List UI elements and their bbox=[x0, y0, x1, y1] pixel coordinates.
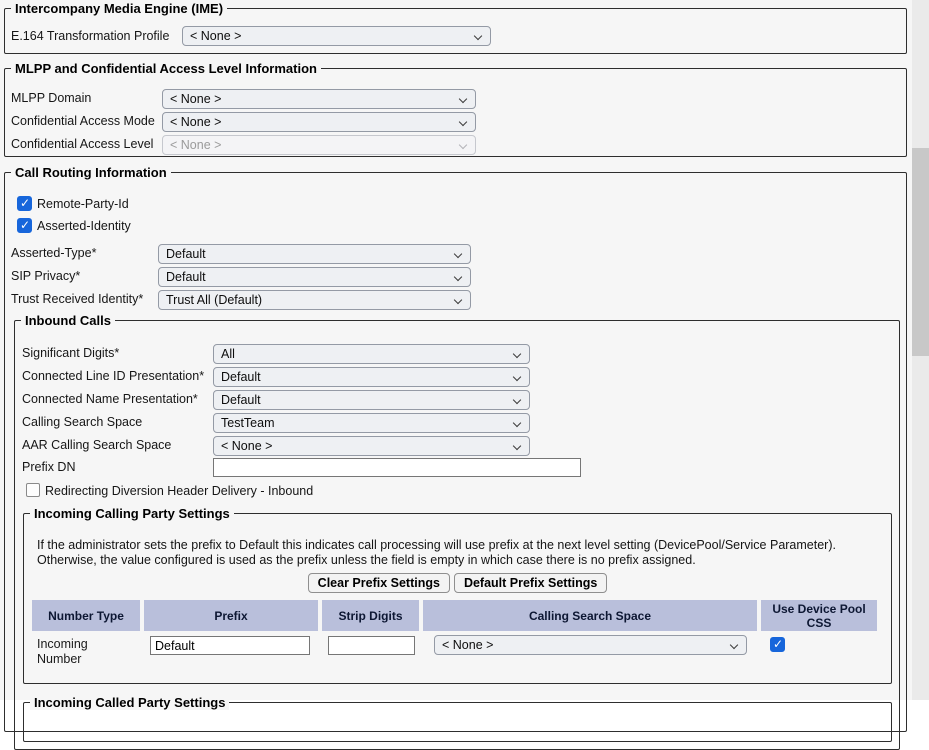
section-incoming-calling-party-settings bbox=[23, 506, 892, 684]
significant-digits-select[interactable] bbox=[213, 344, 530, 364]
trust-received-identity-select[interactable] bbox=[158, 290, 471, 310]
trust-received-identity-label: Trust Received Identity* bbox=[11, 292, 144, 306]
prefix-dn-input[interactable] bbox=[213, 458, 581, 477]
strip-digits-input[interactable] bbox=[328, 636, 415, 655]
chevron-down-icon bbox=[730, 641, 738, 649]
vertical-scrollbar-track[interactable] bbox=[912, 0, 929, 700]
connected-name-presentation-label: Connected Name Presentation* bbox=[22, 392, 198, 406]
confidential-access-level-select bbox=[162, 135, 476, 155]
mlpp-domain-label: MLPP Domain bbox=[11, 91, 92, 105]
prefix-buttons-row bbox=[24, 573, 891, 593]
calling-search-space-select[interactable] bbox=[213, 413, 530, 433]
connected-line-id-presentation-select[interactable] bbox=[213, 367, 530, 387]
connected-name-presentation-select[interactable] bbox=[213, 390, 530, 410]
select-value: Default bbox=[221, 393, 261, 407]
select-value: All bbox=[221, 347, 235, 361]
remote-party-id-checkbox[interactable] bbox=[17, 196, 32, 211]
select-value: < None > bbox=[190, 29, 242, 43]
chevron-down-icon bbox=[454, 273, 462, 281]
asserted-identity-label: Asserted-Identity bbox=[37, 219, 131, 233]
select-value: Trust All (Default) bbox=[166, 293, 263, 307]
aar-calling-search-space-label: AAR Calling Search Space bbox=[22, 438, 172, 452]
chevron-down-icon bbox=[513, 373, 521, 381]
redirecting-diversion-header-label: Redirecting Diversion Header Delivery - Inbound bbox=[45, 484, 314, 498]
sip-privacy-select[interactable] bbox=[158, 267, 471, 287]
select-value: < None > bbox=[221, 439, 273, 453]
chevron-down-icon bbox=[474, 32, 482, 40]
redirecting-diversion-header-checkbox[interactable] bbox=[26, 483, 40, 497]
confidential-access-mode-select[interactable] bbox=[162, 112, 476, 132]
clear-prefix-settings-button[interactable]: Clear Prefix Settings bbox=[308, 573, 450, 593]
chevron-down-icon bbox=[454, 250, 462, 258]
select-value: < None > bbox=[442, 638, 494, 652]
select-value: < None > bbox=[170, 138, 222, 152]
select-value: < None > bbox=[170, 115, 222, 129]
table-cell-calling-search-space bbox=[423, 634, 757, 672]
select-value: < None > bbox=[170, 92, 222, 106]
row-calling-search-space-select[interactable] bbox=[434, 635, 747, 655]
chevron-down-icon bbox=[454, 296, 462, 304]
chevron-down-icon bbox=[513, 396, 521, 404]
chevron-down-icon bbox=[459, 118, 467, 126]
prefix-dn-label: Prefix DN bbox=[22, 460, 76, 474]
confidential-access-level-label: Confidential Access Level bbox=[11, 137, 154, 151]
remote-party-id-label: Remote-Party-Id bbox=[37, 197, 129, 211]
default-prefix-settings-button[interactable]: Default Prefix Settings bbox=[454, 573, 607, 593]
table-cell-strip-digits bbox=[322, 634, 419, 672]
chevron-down-icon bbox=[459, 141, 467, 149]
select-value: Default bbox=[166, 270, 206, 284]
section-legend-inbound-calls: Inbound Calls bbox=[21, 313, 115, 328]
aar-calling-search-space-select[interactable] bbox=[213, 436, 530, 456]
section-legend-mlpp: MLPP and Confidential Access Level Information bbox=[11, 61, 321, 76]
asserted-type-label: Asserted-Type* bbox=[11, 246, 97, 260]
calling-search-space-label: Calling Search Space bbox=[22, 415, 143, 429]
section-legend-call-routing: Call Routing Information bbox=[11, 165, 171, 180]
chevron-down-icon bbox=[513, 350, 521, 358]
section-inbound-calls bbox=[14, 313, 900, 750]
table-cell-use-device-pool-css bbox=[761, 634, 877, 672]
section-call-routing bbox=[4, 165, 907, 732]
chevron-down-icon bbox=[459, 95, 467, 103]
section-legend-ime: Intercompany Media Engine (IME) bbox=[11, 1, 227, 16]
select-value: Default bbox=[221, 370, 261, 384]
e164-transformation-profile-label: E.164 Transformation Profile bbox=[11, 29, 170, 43]
prefix-input[interactable] bbox=[150, 636, 310, 655]
chevron-down-icon bbox=[513, 419, 521, 427]
asserted-identity-checkbox[interactable] bbox=[17, 218, 32, 233]
section-legend-incoming-calling-party-settings: Incoming Calling Party Settings bbox=[30, 506, 234, 521]
column-header-prefix: Prefix bbox=[144, 600, 318, 631]
confidential-access-mode-label: Confidential Access Mode bbox=[11, 114, 155, 128]
significant-digits-label: Significant Digits* bbox=[22, 346, 120, 360]
table-cell-number-type bbox=[32, 634, 140, 672]
vertical-scrollbar-thumb[interactable] bbox=[912, 148, 929, 356]
column-header-number-type: Number Type bbox=[32, 600, 140, 631]
sip-privacy-label: SIP Privacy* bbox=[11, 269, 81, 283]
column-header-use-device-pool-css: Use Device Pool CSS bbox=[761, 600, 877, 631]
column-header-strip-digits: Strip Digits bbox=[322, 600, 419, 631]
number-type-value: Incoming Number bbox=[37, 637, 88, 666]
column-header-calling-search-space: Calling Search Space bbox=[423, 600, 757, 631]
section-incoming-called-party-settings bbox=[23, 695, 892, 742]
table-cell-prefix bbox=[144, 634, 318, 672]
select-value: Default bbox=[166, 247, 206, 261]
connected-line-id-presentation-label: Connected Line ID Presentation* bbox=[22, 369, 205, 383]
e164-transformation-profile-select[interactable] bbox=[182, 26, 491, 46]
use-device-pool-css-checkbox[interactable] bbox=[770, 637, 785, 652]
mlpp-domain-select[interactable] bbox=[162, 89, 476, 109]
chevron-down-icon bbox=[513, 442, 521, 450]
asserted-type-select[interactable] bbox=[158, 244, 471, 264]
incoming-calling-party-table bbox=[32, 600, 877, 672]
section-mlpp bbox=[4, 61, 907, 157]
section-legend-incoming-called-party-settings: Incoming Called Party Settings bbox=[30, 695, 229, 710]
select-value: TestTeam bbox=[221, 416, 275, 430]
section-ime bbox=[4, 1, 907, 54]
incoming-calling-party-description: If the administrator sets the prefix to Default this indicates call processing will use prefix at the next level setting (DevicePool/Service Parameter). Otherwise, the value configured is used as the prefix unless the field is empty in which case there is no prefix assigned. bbox=[37, 538, 836, 567]
